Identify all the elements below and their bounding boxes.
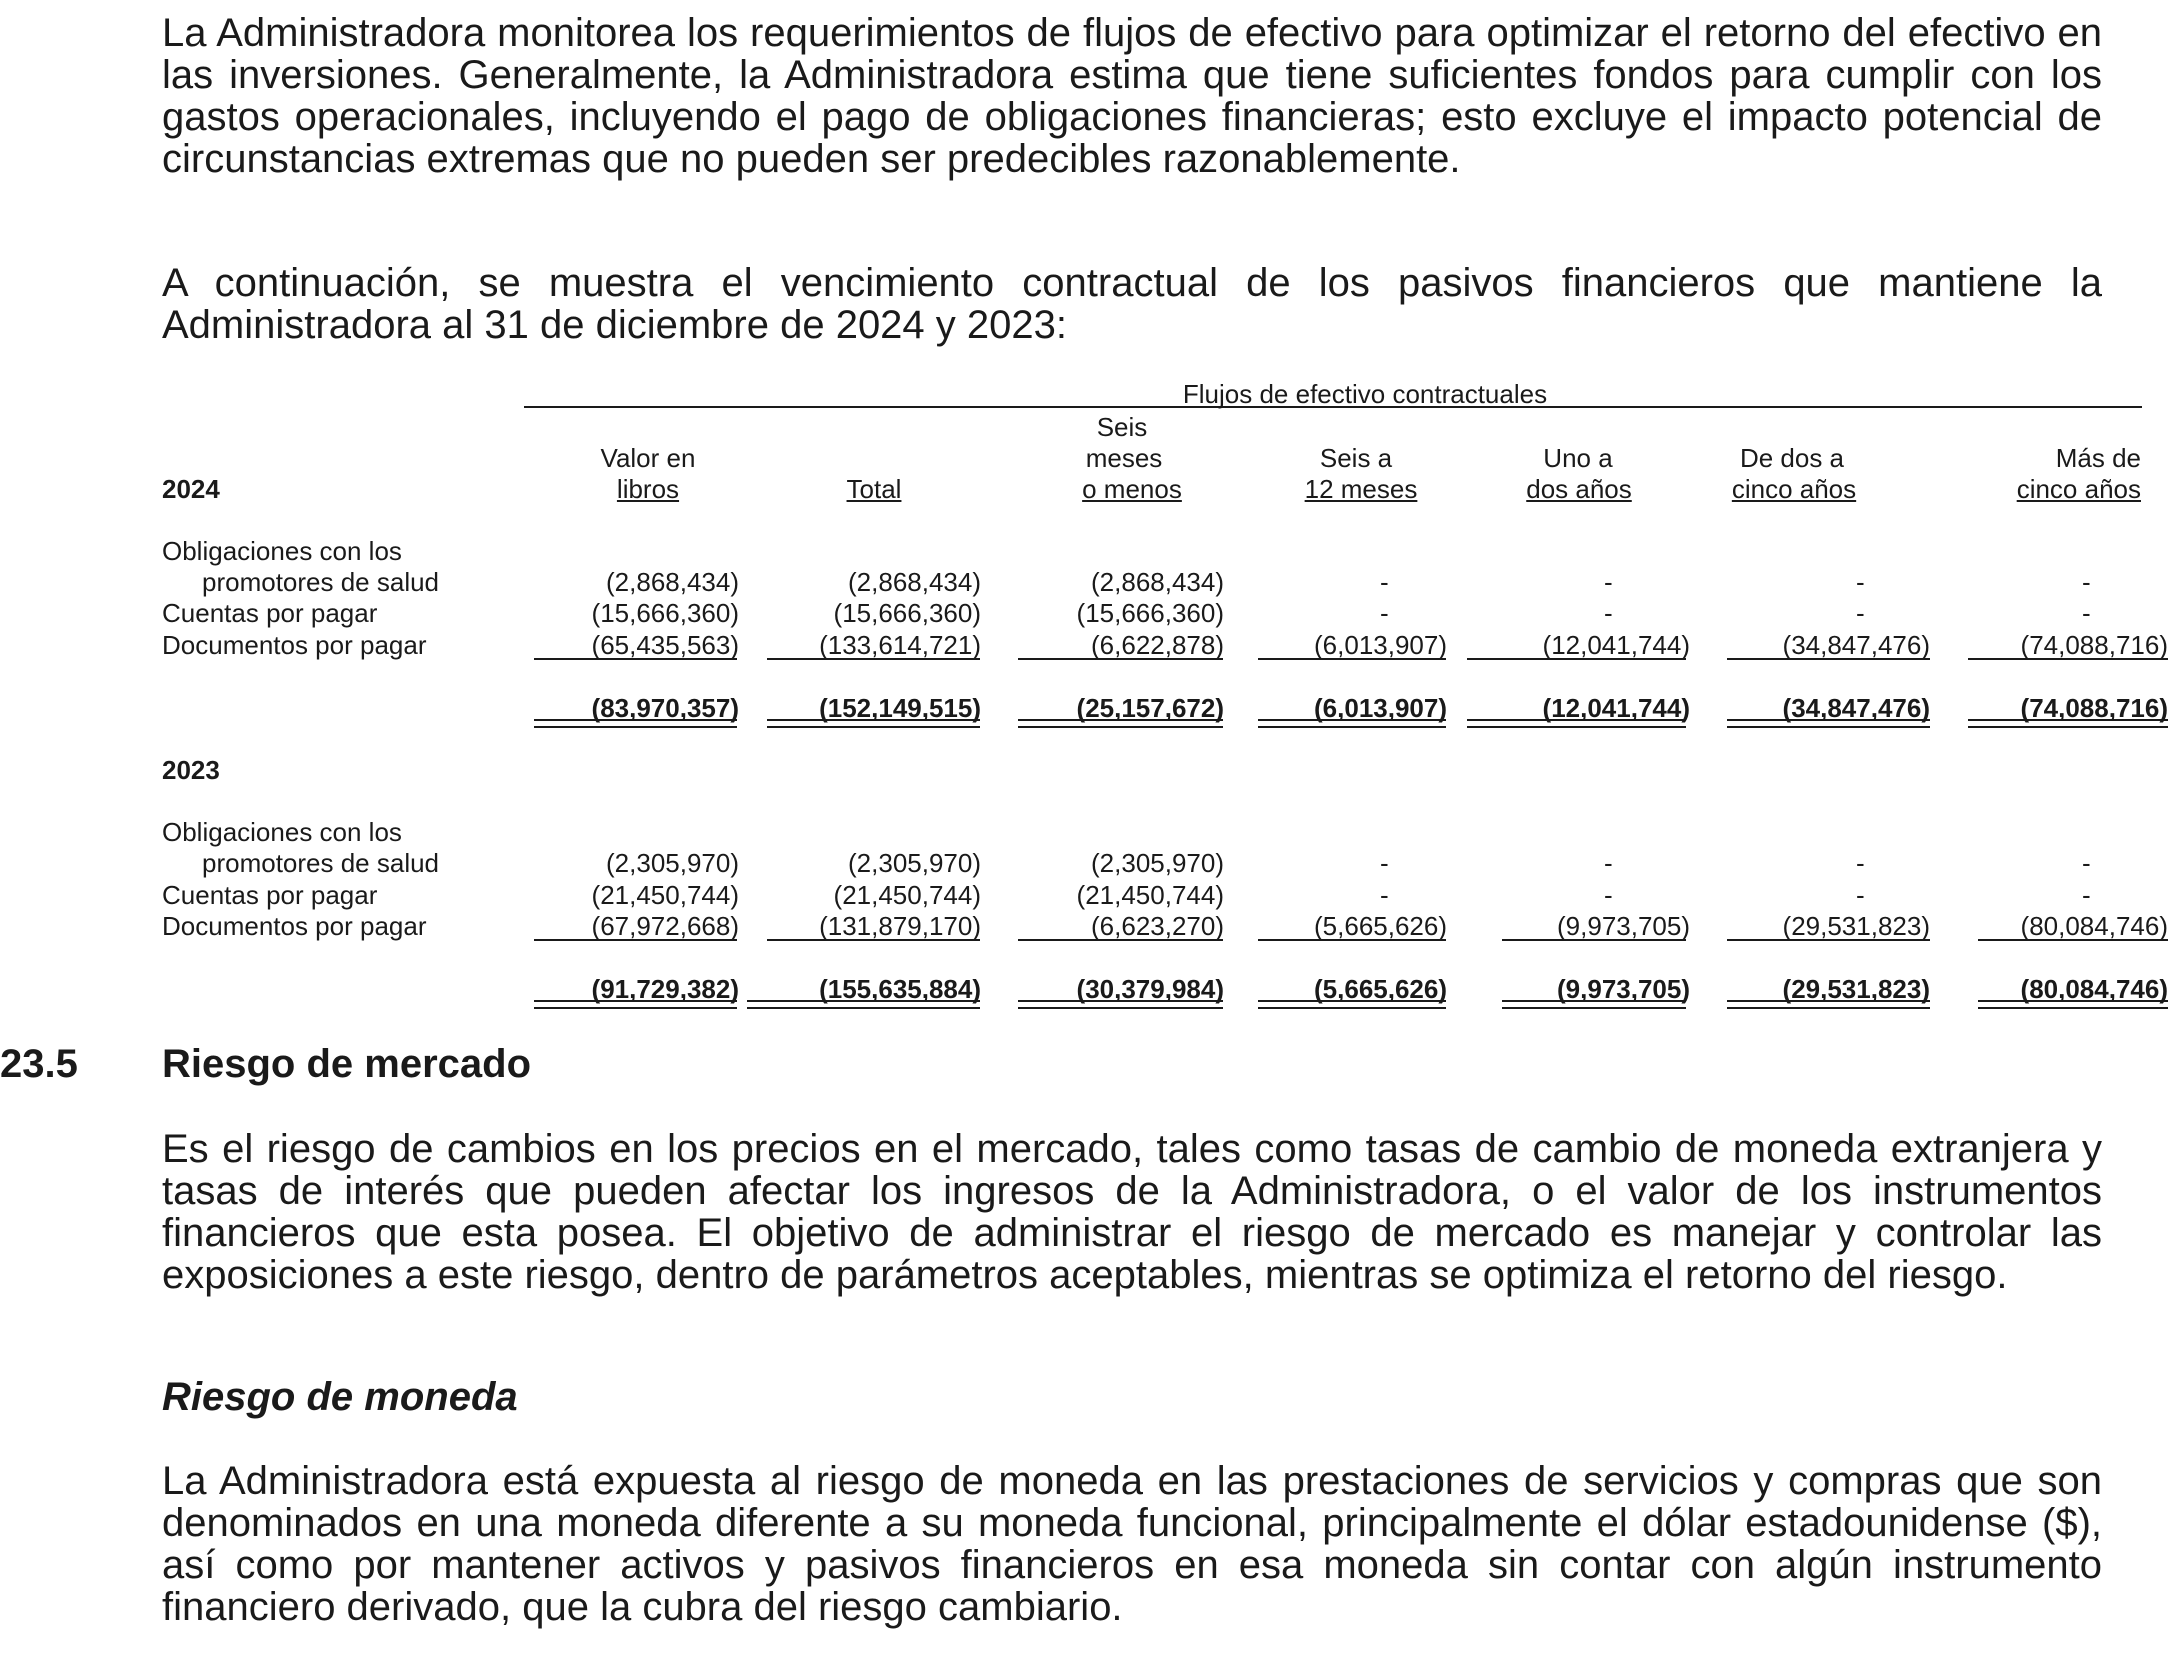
cell-2024-obligaciones-total: (2,868,434) — [848, 567, 981, 597]
col-header-valor-line3: libros — [616, 474, 680, 504]
col-header-seis12-line3: 12 meses — [1304, 474, 1418, 504]
total-2024-valor: (83,970,357) — [591, 693, 739, 723]
subsection-paragraph: La Administradora está expuesta al riesgo de moneda en las prestaciones de servicios y compras que son denominados en una moneda diferente a su moneda funcional, principalmente el dólar estadounidense ($), así como por mantener activos y pasivos financieros en esa moneda sin contar con algún instrumento financiero derivado, que la cubra del riesgo cambiario. — [162, 1459, 2102, 1629]
col-header-dedos-line3: cinco años — [1731, 474, 1857, 504]
section-paragraph: Es el riesgo de cambios en los precios en el mercado, tales como tasas de cambio de moneda extranjera y tasas de interés que pueden afectar los ingresos de la Administradora, o el valor de los instrumentos financieros que esta posea. El objetivo de administrar el riesgo de mercado es manejar y controlar las exposiciones a este riesgo, dentro de parámetros aceptables, mientras se optimiza el retorno del riesgo. — [162, 1127, 2102, 1297]
double-rule-2024-seis12 — [1258, 719, 1446, 728]
row-label-cuentas-2024: Cuentas por pagar — [162, 598, 378, 628]
col-header-mas-line3: cinco años — [2016, 474, 2141, 504]
double-rule-2023-uno — [1502, 1000, 1686, 1009]
total-2023-seis: (30,379,984) — [1076, 974, 1224, 1004]
rule-2024-mas — [1968, 658, 2168, 660]
cell-2024-documentos-valor: (65,435,563) — [591, 630, 739, 660]
rule-2024-uno — [1467, 658, 1686, 660]
cell-2023-cuentas-dash-4: - — [2082, 880, 2091, 910]
rule-2023-uno — [1502, 939, 1686, 941]
total-2024-dedos: (34,847,476) — [1782, 693, 1930, 723]
cell-2023-obligaciones-dash-2: - — [1604, 848, 1613, 878]
col-header-seis-line2: meses — [1085, 443, 1163, 473]
cell-2023-cuentas-dash-2: - — [1604, 880, 1613, 910]
cell-2024-documentos-mas: (74,088,716) — [2020, 630, 2168, 660]
year-2023-label: 2023 — [162, 755, 220, 785]
double-rule-2024-dedos — [1727, 719, 1930, 728]
cell-2023-documentos-mas: (80,084,746) — [2020, 911, 2168, 941]
total-2024-seis12: (6,013,907) — [1314, 693, 1447, 723]
cell-2024-cuentas-dash-1: - — [1380, 598, 1389, 628]
total-2023-total: (155,635,884) — [819, 974, 981, 1004]
rule-2023-seis — [1018, 939, 1223, 941]
cell-2024-cuentas-valor: (15,666,360) — [591, 598, 739, 628]
rule-2024-valor — [534, 658, 737, 660]
cell-2023-obligaciones-dash-1: - — [1380, 848, 1389, 878]
cell-2024-obligaciones-seis: (2,868,434) — [1091, 567, 1224, 597]
total-2024-uno: (12,041,744) — [1542, 693, 1690, 723]
cell-2024-obligaciones-dash-3: - — [1856, 567, 1865, 597]
cell-2024-obligaciones-dash-2: - — [1604, 567, 1613, 597]
section-number: 23.5 — [0, 1042, 78, 1086]
cell-2024-documentos-uno: (12,041,744) — [1542, 630, 1690, 660]
cell-2023-obligaciones-total: (2,305,970) — [848, 848, 981, 878]
total-2023-uno: (9,973,705) — [1557, 974, 1690, 1004]
cell-2023-obligaciones-seis: (2,305,970) — [1091, 848, 1224, 878]
rule-2023-seis12 — [1258, 939, 1446, 941]
double-rule-2024-valor — [534, 719, 737, 728]
col-header-line1-seis: Seis — [1096, 412, 1148, 442]
total-2023-seis12: (5,665,626) — [1314, 974, 1447, 1004]
cell-2023-obligaciones-dash-4: - — [2082, 848, 2091, 878]
cell-2024-documentos-seis: (6,622,878) — [1091, 630, 1224, 660]
row-label-obligaciones-2023-line2: promotores de salud — [202, 848, 440, 878]
cell-2024-cuentas-dash-2: - — [1604, 598, 1613, 628]
row-label-obligaciones-2024-line1: Obligaciones con los — [162, 536, 402, 566]
section-title: Riesgo de mercado — [162, 1042, 532, 1086]
cell-2023-cuentas-dash-1: - — [1380, 880, 1389, 910]
col-header-dedos-line2: De dos a — [1739, 443, 1845, 473]
cell-2023-documentos-uno: (9,973,705) — [1557, 911, 1690, 941]
group-header: Flujos de efectivo contractuales — [1182, 379, 1548, 409]
rule-2024-total — [767, 658, 980, 660]
col-header-seis-line3: o menos — [1082, 474, 1182, 504]
total-2024-total: (152,149,515) — [819, 693, 981, 723]
cell-2023-cuentas-valor: (21,450,744) — [591, 880, 739, 910]
row-label-documentos-2024: Documentos por pagar — [162, 630, 427, 660]
cell-2023-cuentas-dash-3: - — [1856, 880, 1865, 910]
cell-2023-documentos-seis: (6,623,270) — [1091, 911, 1224, 941]
double-rule-2024-mas — [1968, 719, 2168, 728]
col-header-valor-line2: Valor en — [600, 443, 696, 473]
double-rule-2023-seis — [1018, 1000, 1223, 1009]
cell-2024-cuentas-dash-4: - — [2082, 598, 2091, 628]
col-header-uno-line2: Uno a — [1543, 443, 1613, 473]
cell-2024-cuentas-seis: (15,666,360) — [1076, 598, 1224, 628]
subsection-title: Riesgo de moneda — [162, 1375, 518, 1419]
cell-2023-cuentas-seis: (21,450,744) — [1076, 880, 1224, 910]
intro-paragraph-1: La Administradora monitorea los requerimientos de flujos de efectivo para optimizar el retorno del efectivo en las inversiones. Generalmente, la Administradora estima que tiene suficientes fondos para cumplir con los gastos operacionales, incluyendo el pago de obligaciones financieras; esto excluye el impacto potencial de circunstancias extremas que no pueden ser predecibles razonablemente. — [162, 11, 2102, 181]
rule-2023-mas — [1978, 939, 2168, 941]
double-rule-2023-valor — [534, 1000, 737, 1009]
rule-2024-seis — [1018, 658, 1223, 660]
cell-2023-obligaciones-dash-3: - — [1856, 848, 1865, 878]
cell-2024-obligaciones-valor: (2,868,434) — [606, 567, 739, 597]
cell-2023-documentos-seis12: (5,665,626) — [1314, 911, 1447, 941]
total-2024-seis: (25,157,672) — [1076, 693, 1224, 723]
double-rule-2024-total — [767, 719, 980, 728]
total-2023-mas: (80,084,746) — [2020, 974, 2168, 1004]
row-label-obligaciones-2024-line2: promotores de salud — [202, 567, 440, 597]
rule-2024-dedos — [1727, 658, 1930, 660]
row-label-documentos-2023: Documentos por pagar — [162, 911, 427, 941]
cell-2024-documentos-dedos: (34,847,476) — [1782, 630, 1930, 660]
year-2024-label: 2024 — [162, 474, 220, 504]
cell-2024-documentos-total: (133,614,721) — [819, 630, 981, 660]
cell-2024-documentos-seis12: (6,013,907) — [1314, 630, 1447, 660]
cell-2023-obligaciones-valor: (2,305,970) — [606, 848, 739, 878]
double-rule-2023-total — [747, 1000, 980, 1009]
rule-2023-dedos — [1727, 939, 1930, 941]
cell-2023-documentos-valor: (67,972,668) — [591, 911, 739, 941]
double-rule-2023-dedos — [1727, 1000, 1930, 1009]
col-header-seis12-line2: Seis a — [1319, 443, 1393, 473]
double-rule-2024-seis — [1018, 719, 1223, 728]
double-rule-2024-uno — [1467, 719, 1686, 728]
col-header-mas-line2: Más de — [2055, 443, 2141, 473]
cell-2023-documentos-dedos: (29,531,823) — [1782, 911, 1930, 941]
cell-2024-cuentas-total: (15,666,360) — [833, 598, 981, 628]
cell-2023-documentos-total: (131,879,170) — [819, 911, 981, 941]
cell-2024-cuentas-dash-3: - — [1856, 598, 1865, 628]
total-2023-dedos: (29,531,823) — [1782, 974, 1930, 1004]
rule-2023-total — [767, 939, 980, 941]
total-2024-mas: (74,088,716) — [2020, 693, 2168, 723]
total-2023-valor: (91,729,382) — [591, 974, 739, 1004]
rule-2024-seis12 — [1258, 658, 1446, 660]
row-label-cuentas-2023: Cuentas por pagar — [162, 880, 378, 910]
rule-2023-valor — [534, 939, 737, 941]
cell-2024-obligaciones-dash-4: - — [2082, 567, 2091, 597]
intro-paragraph-2: A continuación, se muestra el vencimiento contractual de los pasivos financieros que mantiene la Administradora al 31 de diciembre de 2024 y 2023: — [162, 261, 2102, 347]
cell-2023-cuentas-total: (21,450,744) — [833, 880, 981, 910]
col-header-total-line3: Total — [846, 474, 902, 504]
row-label-obligaciones-2023-line1: Obligaciones con los — [162, 817, 402, 847]
double-rule-2023-seis12 — [1258, 1000, 1446, 1009]
group-header-rule — [524, 406, 2142, 408]
col-header-uno-line3: dos años — [1526, 474, 1632, 504]
cell-2024-obligaciones-dash-1: - — [1380, 567, 1389, 597]
double-rule-2023-mas — [1978, 1000, 2168, 1009]
